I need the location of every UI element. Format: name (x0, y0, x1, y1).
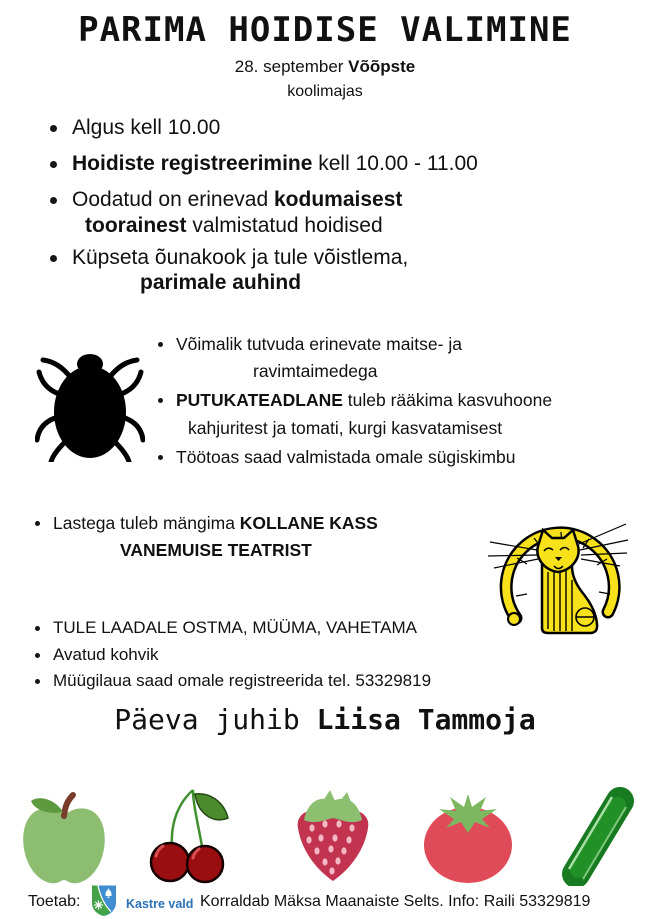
cucumber-icon (552, 786, 644, 886)
host-line (0, 703, 650, 736)
workshop-text: Töötoas saad valmistada omale sügiskimbu (176, 447, 516, 467)
yellow-cat-icon (486, 516, 630, 644)
expected-rest-text: valmistatud hoidised (186, 214, 383, 237)
list-item-registration (50, 152, 478, 176)
poster-title: PARIMA HOIDISE VALIMINE (78, 10, 572, 50)
date-text: 28. september (234, 57, 349, 76)
list-item-expected-line2 (85, 214, 383, 238)
list-item-bake (50, 246, 408, 270)
market-item-fair (35, 618, 417, 638)
bullet-icon (35, 521, 40, 526)
date-line (0, 57, 650, 77)
registration-bold-text: Hoidiste registreerimine (72, 152, 313, 175)
bullet-icon (35, 626, 40, 631)
organizer-info: Korraldab Mäksa Maanaiste Selts. Info: Raili 53329819 (200, 893, 591, 910)
list-item-bake-line2: parimale auhind (140, 271, 302, 294)
stall-text: Müügilaua saad omale registreerida tel. 53329819 (53, 671, 432, 690)
bug-icon (35, 344, 145, 462)
strawberry-icon (287, 788, 379, 886)
expected-bold-text: kodumaisest (273, 188, 403, 211)
market-item-stall (35, 671, 431, 691)
expected-prefix-text: Oodatud on erinevad (72, 188, 274, 211)
bullet-icon (158, 398, 163, 403)
fair-text: TULE LAADALE OSTMA, MÜÜMA, VAHETAMA (53, 618, 417, 637)
expected-bold2-text: toorainest (85, 214, 187, 237)
venue-line: koolimajas (287, 83, 363, 100)
bullet-icon (35, 679, 40, 684)
tomato-icon (420, 790, 516, 884)
bug-item-workshop (158, 447, 515, 468)
bug-item-entomologist-line2: kahjuritest ja tomati, kurgi kasvatamisest (188, 418, 503, 438)
entomologist-bold-text: PUTUKATEADLANE (176, 390, 343, 410)
host-name-text: Liisa Tammoja (316, 703, 536, 736)
bug-item-herbs (158, 334, 462, 355)
bullet-icon (50, 255, 57, 262)
kastre-vald-coat-of-arms (90, 884, 118, 917)
theatre-item (35, 513, 378, 534)
bullet-icon (158, 342, 163, 347)
herbs-line1-text: Võimalik tutvuda erinevate maitse- ja (176, 334, 462, 354)
bug-item-herbs-line2: ravimtaimedega (253, 361, 378, 381)
cherries-icon (142, 782, 240, 886)
supports-label: Toetab: (28, 893, 81, 910)
apple-icon (20, 792, 108, 886)
bullet-icon (50, 161, 57, 168)
cafe-text: Avatud kohvik (53, 645, 159, 664)
theatre-prefix-text: Lastega tuleb mängima (53, 513, 240, 533)
bug-item-entomologist (158, 390, 552, 411)
list-item-expected (50, 188, 402, 212)
start-text: Algus kell 10.00 (72, 116, 221, 139)
list-item-start (50, 116, 220, 140)
bullet-icon (50, 125, 57, 132)
entomologist-rest-text: tuleb rääkima kasvuhoone (342, 390, 553, 410)
bake-line1-text: Küpseta õunakook ja tule võistlema, (72, 246, 409, 269)
location-name: Võõpste (348, 57, 416, 76)
registration-rest-text: kell 10.00 - 11.00 (312, 152, 478, 175)
bullet-icon (35, 653, 40, 658)
theatre-line2: VANEMUISE TEATRIST (120, 540, 312, 560)
market-item-cafe (35, 645, 159, 665)
municipality-name: Kastre vald (126, 897, 194, 911)
host-prefix-text: Päeva juhib (114, 703, 317, 736)
theatre-bold-text: KOLLANE KASS (239, 513, 378, 533)
bullet-icon (50, 197, 57, 204)
bullet-icon (158, 455, 163, 460)
